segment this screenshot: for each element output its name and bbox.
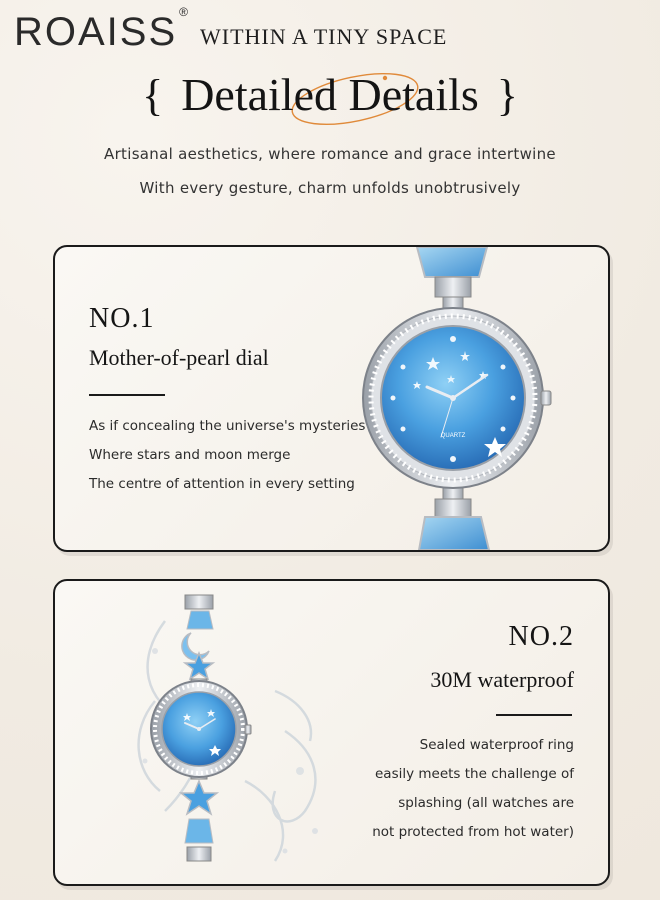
description-line: not protected from hot water): [372, 824, 574, 840]
logo-text: ROAISS: [14, 10, 178, 54]
feature-number: NO.2: [508, 621, 574, 652]
registered-mark: ®: [179, 5, 190, 19]
watch-image-splash: [125, 581, 345, 884]
intro-line-1: Artisanal aesthetics, where romance and grace intertwine: [104, 145, 556, 163]
open-brace: {: [142, 71, 164, 120]
brand-logo: [14, 5, 190, 54]
feature-card-1: [53, 245, 610, 552]
feature-description: [89, 412, 365, 499]
watch-image-large: [355, 247, 555, 550]
close-brace: }: [496, 71, 518, 120]
feature-divider: [496, 714, 572, 716]
brand-tagline: WITHIN A TINY SPACE: [200, 24, 448, 49]
moon-icon: [182, 633, 209, 660]
description-line: As if concealing the universe's mysteries: [89, 418, 366, 434]
description-line: Sealed waterproof ring: [419, 737, 574, 753]
description-line: The centre of attention in every setting: [89, 476, 355, 492]
intro-line-2: With every gesture, charm unfolds unobtrusively: [139, 179, 521, 197]
headline-text: Detailed Details: [181, 69, 479, 120]
page-headline: [0, 68, 660, 121]
description-line: Where stars and moon merge: [89, 447, 291, 463]
feature-card-2: [53, 579, 610, 886]
feature-title: Mother-of-pearl dial: [89, 345, 269, 370]
feature-title: 30M waterproof: [430, 667, 574, 692]
brand-header: [14, 5, 448, 54]
feature-description: [372, 731, 574, 847]
description-line: easily meets the challenge of: [374, 766, 574, 782]
feature-divider: [89, 394, 165, 396]
dial-label: QUARTZ: [440, 433, 466, 439]
feature-number: NO.1: [89, 303, 155, 334]
description-line: splashing (all watches are: [398, 795, 574, 811]
